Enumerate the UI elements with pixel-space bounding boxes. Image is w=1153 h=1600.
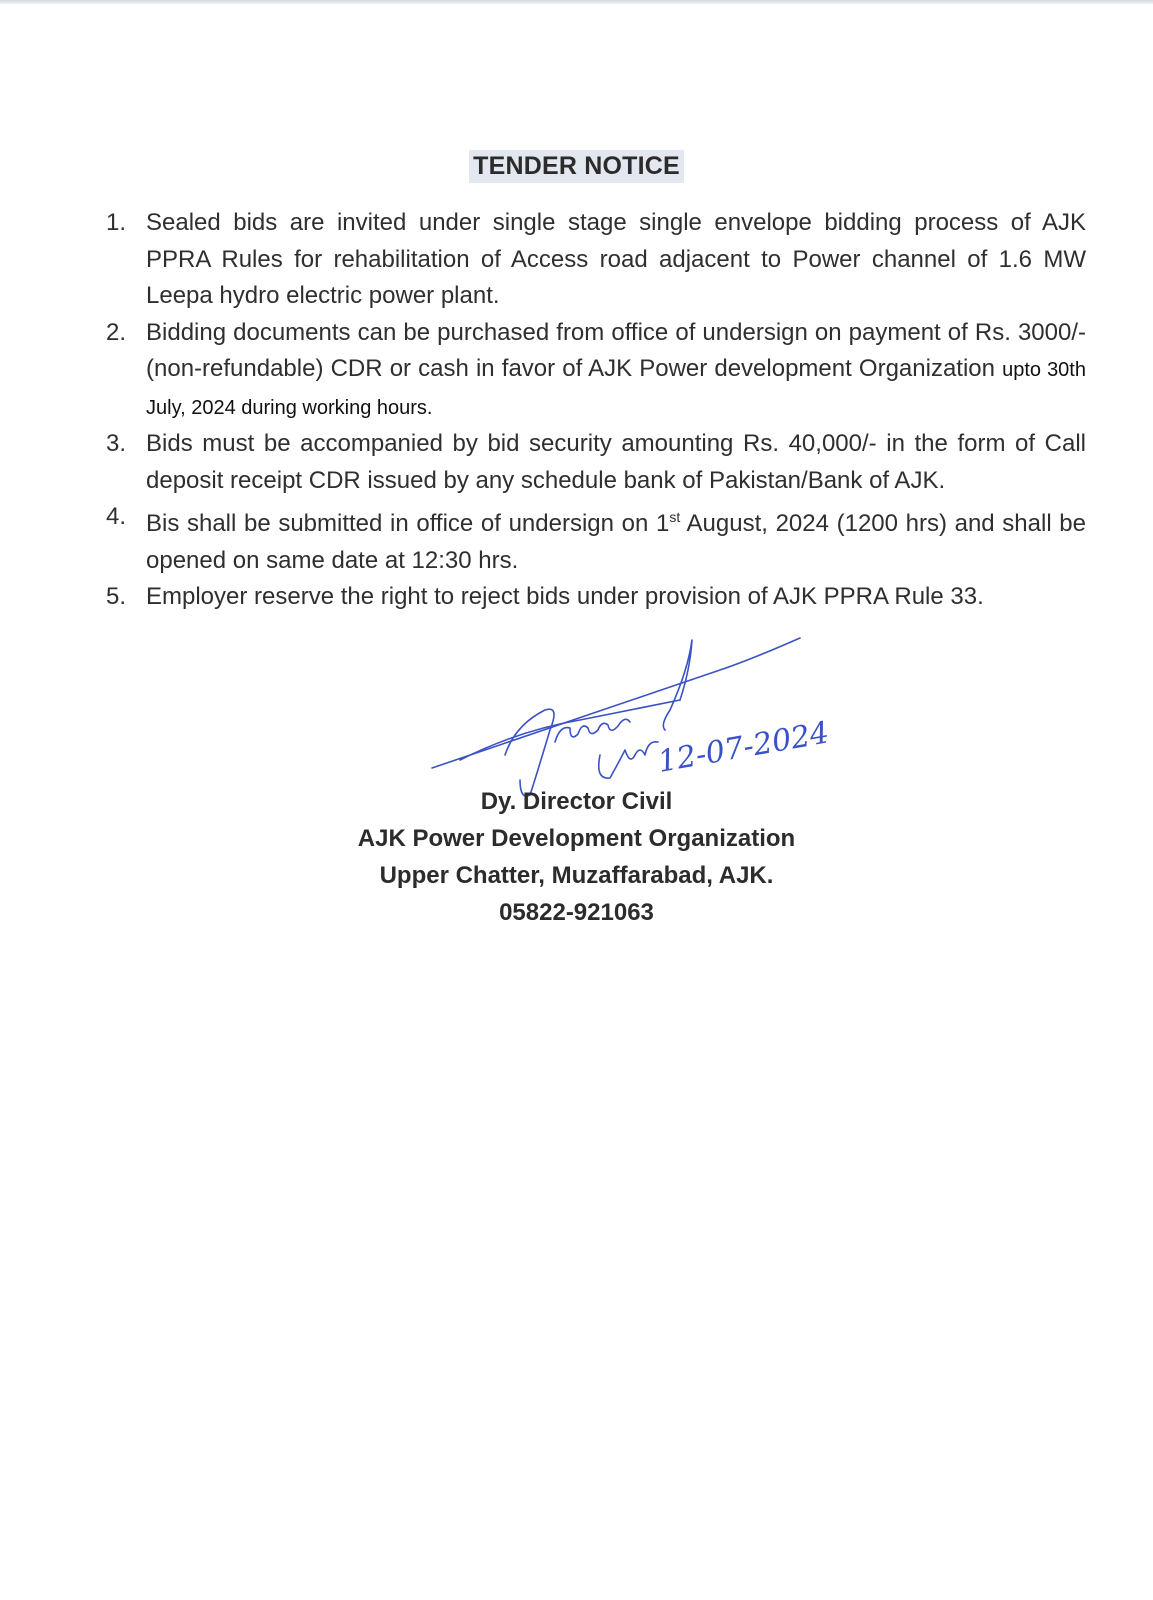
signature-date: 12-07-2024 [655,715,832,780]
list-item [106,579,1086,616]
signatory-phone: 05822-921063 [499,899,654,926]
item-text: Employer reserve the right to reject bids under provision of AJK PPRA Rule 33. [146,583,984,610]
item-text-after: August, 2024 (1200 hrs) and shall be opened on same date at 12:30 hrs. [146,510,1086,574]
page-title [0,150,1153,183]
signatory-address: Upper Chatter, Muzaffarabad, AJK. [379,862,774,889]
item-number: 1. [106,209,127,236]
ordinal-superscript: st [669,509,681,525]
signatory-block [0,783,1153,931]
item-appended-text: upto 30th July, 2024 during working hours. [146,359,1086,419]
list-item [106,315,1086,427]
tender-notice-heading: TENDER NOTICE [469,150,684,183]
item-text-before: Bis shall be submitted in office of undersign on 1 [146,510,670,537]
item-number: 3. [106,430,127,457]
item-text: Bidding documents can be purchased from office of undersign on payment of Rs. 3000/- (non-refundable) CDR or cash in favor of AJK Power development Organization [146,318,1086,382]
item-number: 2. [106,318,127,346]
signatory-designation: Dy. Director Civil [480,788,673,815]
list-item [106,205,1086,315]
item-text: Bids must be accompanied by bid security amounting Rs. 40,000/- in the form of Call deposit receipt CDR issued by any schedule bank of Pakistan/Bank of AJK. [146,430,1086,494]
list-item [106,426,1086,499]
item-text: Sealed bids are invited under single stage single envelope bidding process of AJK PPRA Rules for rehabilitation of Access road adjacent to Power channel of 1.6 MW Leepa hydro electric power plant. [146,209,1086,309]
item-number: 4. [106,503,127,530]
signatory-organization: AJK Power Development Organization [357,825,796,852]
tender-conditions-list [106,205,1086,616]
handwritten-signature [420,630,870,800]
item-number: 5. [106,583,127,610]
list-item [106,499,1086,579]
scan-edge [0,0,1153,4]
